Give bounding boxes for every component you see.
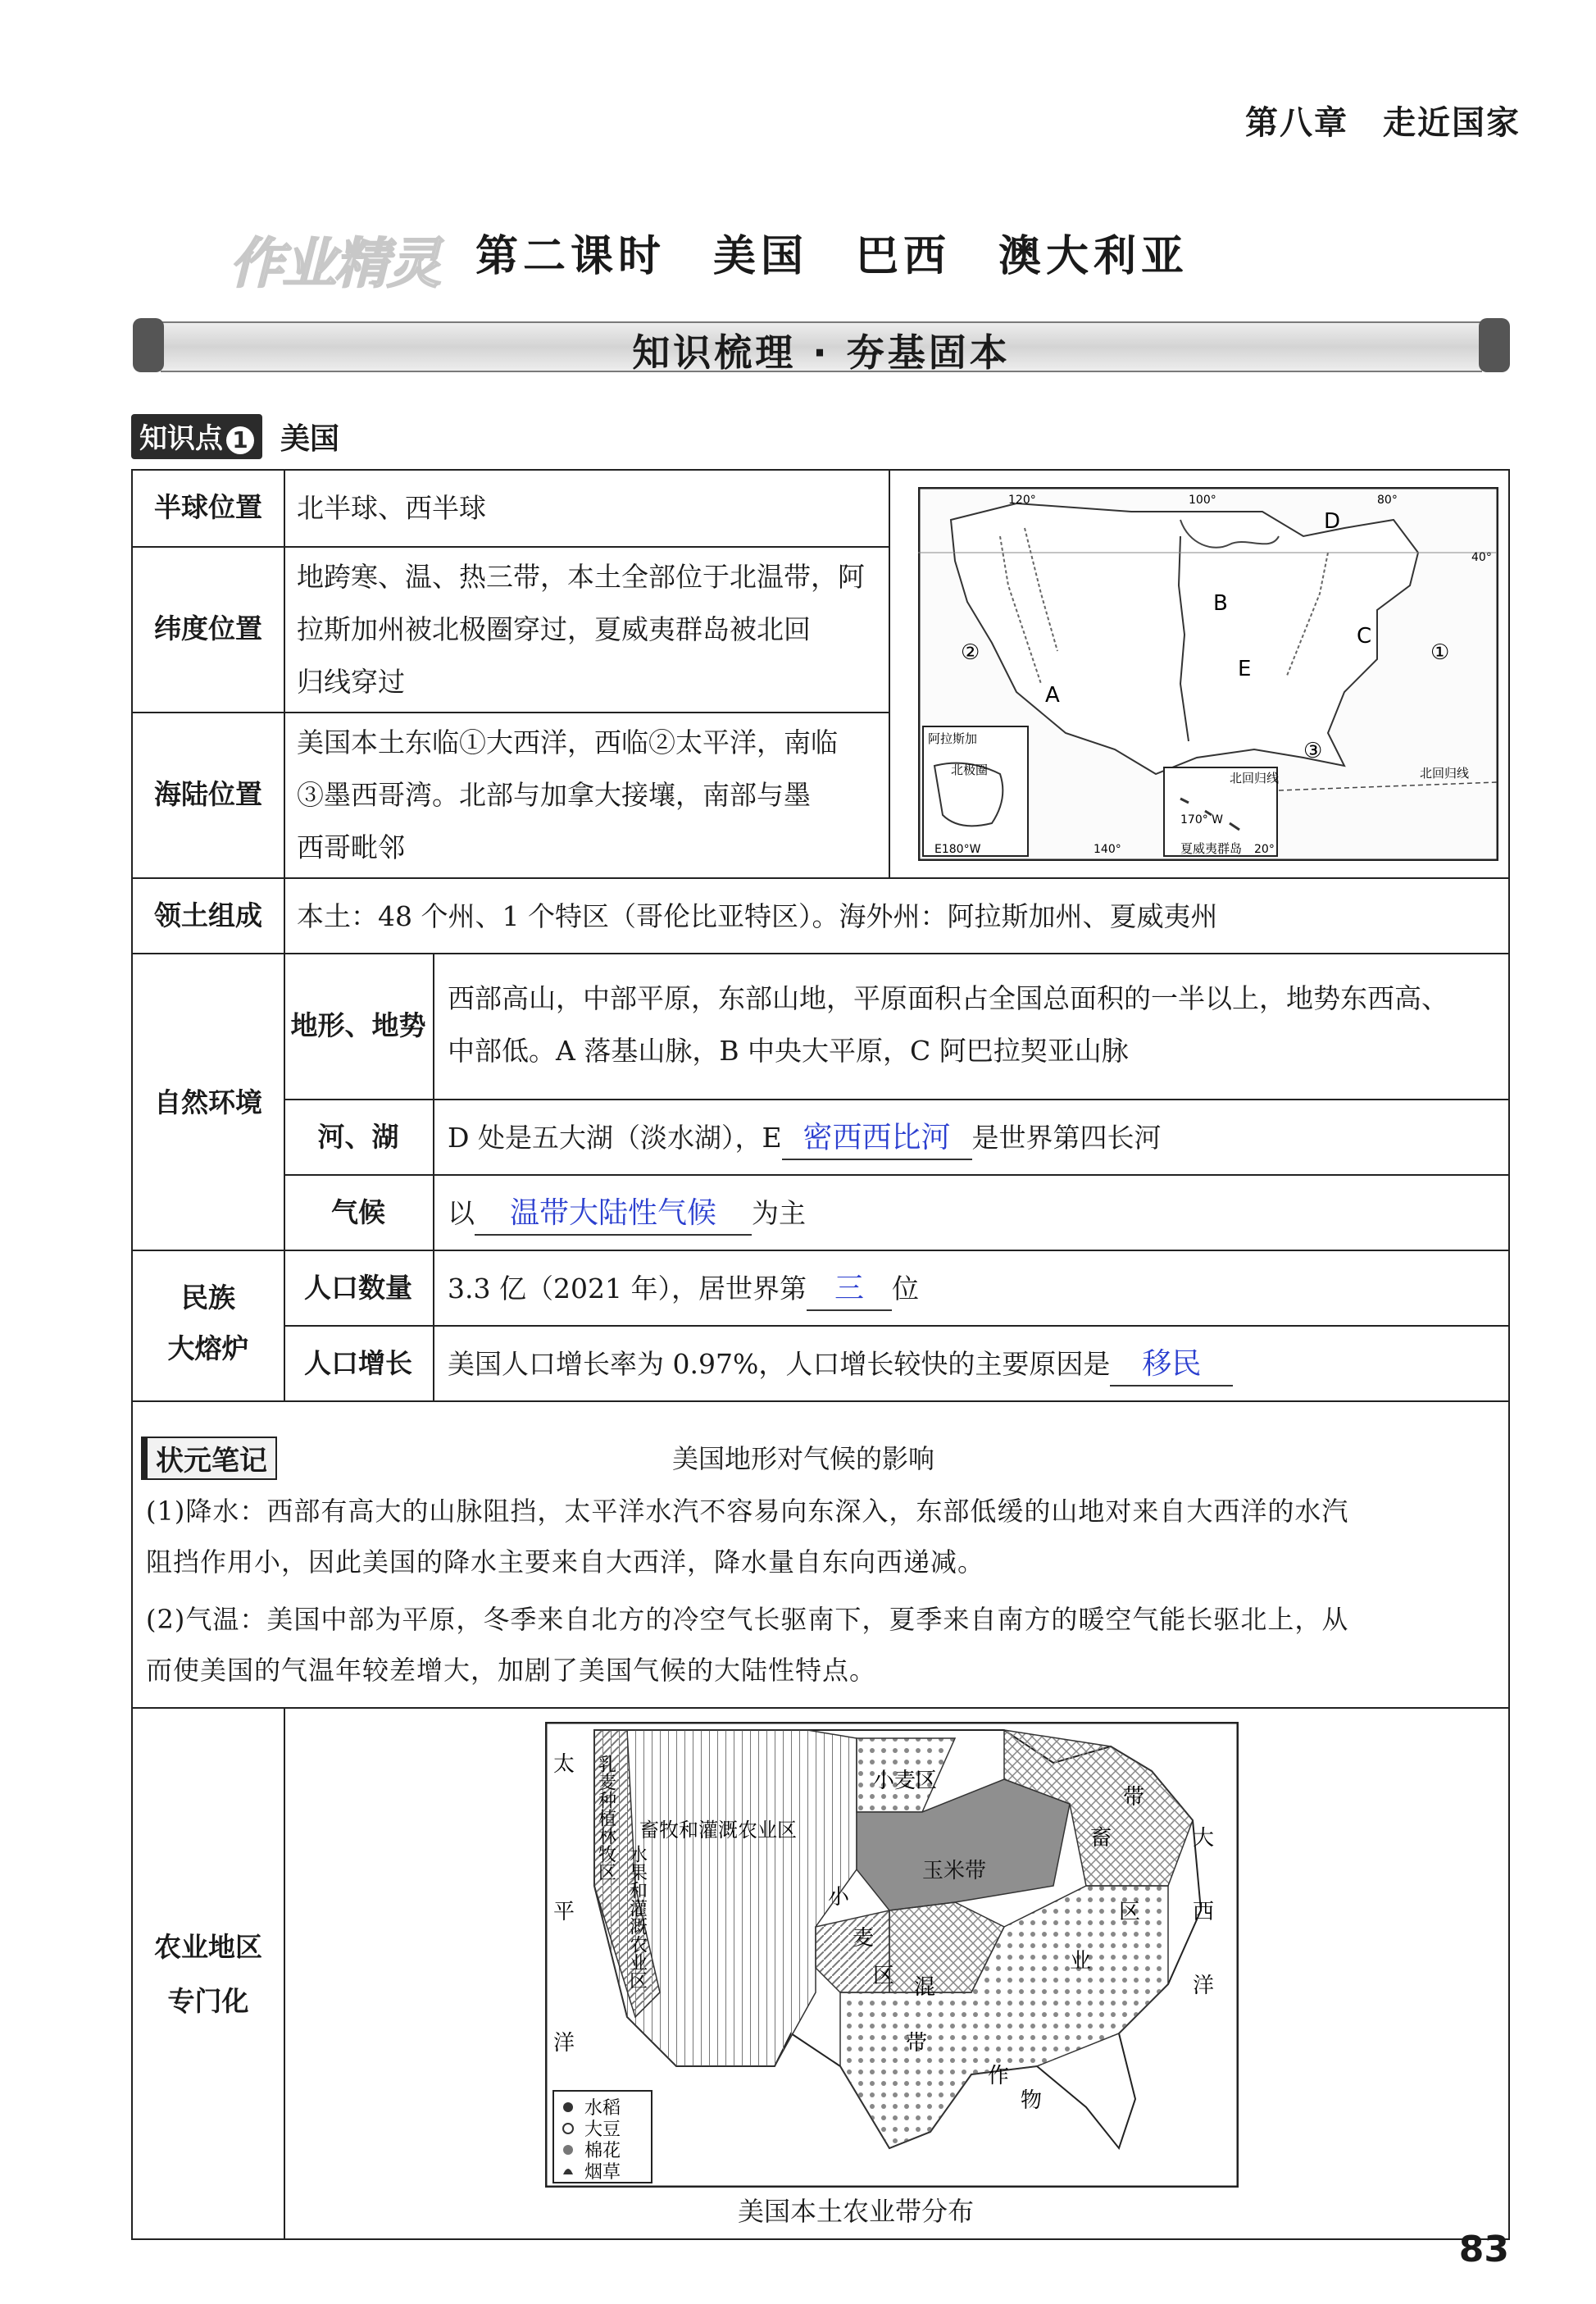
agriculture-map-caption: 美国本土农业带分布 <box>738 2196 975 2227</box>
map1-label-C: C <box>1357 624 1372 649</box>
label-hemisphere: 半球位置 <box>154 491 262 523</box>
label-territory: 领土组成 <box>154 899 262 931</box>
map2-dairy-label-2: 带 <box>1123 1785 1145 1810</box>
label-melting-pot-2: 大熔炉 <box>167 1332 249 1364</box>
text-latitude-1: 地跨寒、温、热三带，本土全部位于北温带，阿 <box>297 561 865 593</box>
rule <box>284 1174 1508 1176</box>
growth-prefix: 美国人口增长率为 0.97%，人口增长较快的主要原因是 <box>448 1348 1111 1380</box>
knowledge-point-heading <box>131 414 339 459</box>
knowledge-point-title: 美国 <box>280 422 340 456</box>
map2-cotton-label-3: 物 <box>1021 2088 1043 2113</box>
text-growth <box>448 1338 1233 1391</box>
map2-ranch-label: 畜牧和灌溉农业区 <box>639 1819 797 1842</box>
label-latitude: 纬度位置 <box>154 612 262 644</box>
note-badge: 状元笔记 <box>141 1437 277 1480</box>
rule <box>889 471 890 877</box>
map2-pacific-3: 洋 <box>553 2031 575 2056</box>
answer-population-rank: 三 <box>807 1268 892 1311</box>
map2-dairy-label-4: 业 <box>1070 1949 1092 1974</box>
map1-tick-e180: E180°W <box>934 843 981 856</box>
rivers-suffix: 是世界第四长河 <box>971 1122 1162 1154</box>
rule <box>133 546 889 548</box>
label-melting-pot-1: 民族 <box>181 1282 235 1314</box>
text-latitude-2: 拉斯加州被北极圈穿过，夏威夷群岛被北回 <box>297 613 811 645</box>
label-terrain: 地形、地势 <box>290 1009 426 1041</box>
map1-tick-120: 120° <box>1008 494 1036 507</box>
rule <box>133 1707 1508 1709</box>
text-sea-land-1: 美国本土东临①大西洋，西临②太平洋，南临 <box>297 726 838 758</box>
label-nature: 自然环境 <box>154 1086 262 1118</box>
label-climate: 气候 <box>331 1196 385 1228</box>
label-sea-land: 海陆位置 <box>154 778 262 810</box>
map2-atlantic-2: 西 <box>1193 1900 1215 1924</box>
banner-text: 知识梳理 · 夯基固本 <box>632 330 1011 375</box>
lesson-title: 第二课时 美国 巴西 澳大利亚 <box>475 232 1189 281</box>
note-line-4: 而使美国的气温年较差增大，加剧了美国气候的大陆性特点。 <box>146 1655 877 1686</box>
map2-legend-cotton: 棉花 <box>584 2141 621 2161</box>
section-banner <box>133 318 1510 375</box>
map1-tick-140: 140° <box>1094 843 1121 856</box>
label-rivers: 河、湖 <box>317 1121 399 1153</box>
cotton-icon <box>563 2145 573 2155</box>
map1-arctic-label: 北极圈 <box>951 763 989 777</box>
map1-tick-40: 40° <box>1471 551 1492 564</box>
map2-west-vertical-label: 乳麦种植林牧区 <box>595 1755 616 1881</box>
rule <box>433 953 434 1400</box>
label-growth: 人口增长 <box>304 1347 412 1379</box>
rule <box>284 471 285 877</box>
rule <box>284 877 285 953</box>
map2-pacific-2: 平 <box>553 1900 575 1924</box>
text-rivers <box>448 1112 1162 1164</box>
text-sea-land-3: 西哥毗邻 <box>297 831 405 863</box>
rule <box>133 1400 1508 1402</box>
map2-cotton-label-1: 带 <box>906 2031 928 2056</box>
map1-label-A: A <box>1045 683 1060 708</box>
map2-mixed-label: 混 <box>914 1975 936 2000</box>
text-terrain-1: 西部高山，中部平原，东部山地，平原面积占全国总面积的一半以上，地势东西高、 <box>448 982 1448 1014</box>
rule <box>284 1099 1508 1100</box>
map2-dairy-label-3: 区 <box>1119 1900 1141 1924</box>
answer-climate: 温带大陆性气候 <box>475 1193 752 1236</box>
map2-atlantic-3: 洋 <box>1193 1974 1215 1998</box>
knowledge-table <box>131 469 1510 2240</box>
climate-suffix: 为主 <box>752 1197 806 1229</box>
map1-tick-20: 20° <box>1254 843 1275 856</box>
label-agriculture-1: 农业地区 <box>154 1931 262 1963</box>
map2-legend-soybean: 大豆 <box>584 2120 621 2140</box>
text-sea-land-2: ③墨西哥湾。北部与加拿大接壤，南部与墨 <box>297 779 811 811</box>
rule <box>133 1250 1508 1251</box>
map1-tick-80: 80° <box>1377 494 1398 507</box>
map2-wheat-north-label: 小麦区 <box>873 1769 938 1793</box>
text-territory: 本土：48 个州、1 个特区（哥伦比亚特区）。海外州：阿拉斯加州、夏威夷州 <box>297 900 1218 932</box>
map1-label-ocean1: ① <box>1430 640 1450 665</box>
map1-tropic-label-main: 北回归线 <box>1420 766 1470 781</box>
page-number: 83 <box>1458 2229 1509 2270</box>
text-terrain-2: 中部低。A 落基山脉，B 中央大平原，C 阿巴拉契亚山脉 <box>448 1035 1129 1067</box>
answer-river: 密西西比河 <box>782 1118 972 1160</box>
text-latitude-3: 归线穿过 <box>297 666 405 698</box>
us-location-map <box>918 487 1498 861</box>
rule <box>133 877 1508 879</box>
text-climate <box>448 1187 806 1240</box>
map1-tropic-label-hawaii: 北回归线 <box>1230 771 1280 785</box>
rivers-prefix: D 处是五大湖（淡水湖），E <box>448 1122 782 1154</box>
map2-dairy-label-1: 畜 <box>1090 1826 1112 1851</box>
map2-fruit-vertical-label: 水果和灌溉农业区 <box>626 1845 648 1989</box>
map1-label-D: D <box>1324 509 1341 534</box>
map1-hawaii-label: 夏威夷群岛 <box>1180 841 1243 856</box>
map2-pacific-1: 太 <box>553 1752 575 1777</box>
map1-label-ocean3: ③ <box>1303 739 1323 763</box>
map2-wheat-south-label-3: 区 <box>873 1964 895 1988</box>
text-hemisphere: 北半球、西半球 <box>297 492 486 524</box>
map2-corn-label: 玉米带 <box>922 1859 987 1883</box>
label-population: 人口数量 <box>304 1272 412 1304</box>
map2-legend-rice: 水稻 <box>584 2098 621 2119</box>
rule <box>133 712 889 713</box>
rice-icon <box>563 2102 573 2112</box>
us-agriculture-map <box>545 1722 1239 2188</box>
map1-alaska-label: 阿拉斯加 <box>928 731 978 746</box>
note-line-3: (2)气温：美国中部为平原，冬季来自北方的冷空气长驱南下，夏季来自南方的暖空气能长驱北上，从 <box>146 1604 1349 1635</box>
answer-growth-reason: 移民 <box>1110 1344 1233 1386</box>
note-title: 美国地形对气候的影响 <box>672 1443 935 1474</box>
rule <box>284 1325 1508 1327</box>
map1-tick-170: 170° W <box>1180 813 1224 826</box>
population-suffix: 位 <box>891 1273 919 1305</box>
kp-number: 1 <box>226 426 254 454</box>
map2-wheat-south-label-1: 小 <box>828 1885 850 1910</box>
chapter-header: 第八章 走近国家 <box>1245 104 1521 142</box>
rule <box>284 1707 285 2238</box>
map1-label-ocean2: ② <box>961 640 980 665</box>
map1-label-B: B <box>1213 591 1228 616</box>
label-agriculture-2: 专门化 <box>167 1985 249 2017</box>
note-line-2: 阻挡作用小，因此美国的降水主要来自大西洋，降水量自东向西递减。 <box>146 1546 985 1578</box>
kp-badge-text: 知识点 <box>139 422 223 455</box>
map2-wheat-south-label-2: 麦 <box>853 1926 875 1951</box>
watermark-logo: 作业精灵 <box>230 232 439 295</box>
climate-prefix: 以 <box>448 1197 475 1229</box>
population-prefix: 3.3 亿（2021 年），居世界第 <box>448 1273 807 1305</box>
map2-cotton-label-2: 作 <box>988 2064 1010 2088</box>
map1-label-E: E <box>1238 657 1252 681</box>
map1-tick-100: 100° <box>1189 494 1216 507</box>
note-line-1: (1)降水：西部有高大的山脉阻挡，太平洋水汽不容易向东深入，东部低缓的山地对来自大西洋的水汽 <box>146 1496 1349 1527</box>
rule <box>133 953 1508 954</box>
map2-legend-tobacco: 烟草 <box>584 2162 621 2183</box>
map2-atlantic-1: 大 <box>1193 1826 1215 1851</box>
text-population <box>448 1263 919 1315</box>
knowledge-point-badge <box>131 414 262 459</box>
